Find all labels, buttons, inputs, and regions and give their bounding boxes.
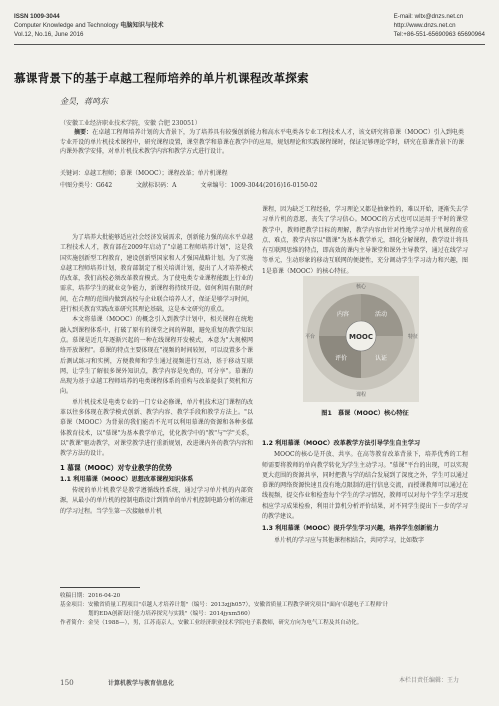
subsection-heading: 1.3 利用慕课（MOOC）提升学生学习兴趣，培养学生创新能力 (262, 525, 439, 533)
footnote-line: 基金项目：安徽省质量工程项目"卓越人才培养计划"（编号：2013zjjh057），安徽省质量工程教学研究项目"面向'卓越电子工程师'计 (60, 602, 389, 608)
header-email: E-mail: wltx@dnzs.net.cn (393, 13, 464, 20)
article-title: 慕课背景下的基于卓越工程师培养的单片机课程改革探索 (14, 71, 309, 85)
subsection-heading: 1.2 利用慕课（MOOC）改革教学方法引导学生自主学习 (262, 440, 421, 447)
figure-segment-label: 认证 (374, 355, 388, 362)
header-divider (14, 44, 485, 45)
keywords (60, 168, 228, 177)
issn: ISSN 1009-3044 (14, 13, 60, 20)
header-url: http://www.dnzs.net.cn (393, 22, 456, 29)
figure-center-label: MOOC (348, 333, 374, 341)
figure-caption: 图1 慕课（MOOC）核心特征 (321, 410, 409, 417)
journal-name-cn: 电脑知识与技术 (120, 22, 164, 29)
keywords-text: 卓越工程师；慕课（MOOC）；课程改革；单片机课程 (84, 170, 228, 177)
abstract-text: 在卓越工程师培养计划的大背景下，为了培养具有较强创新能力和高水平电类各专业工程技术人才，该文研究将慕课（MOOC）引入到电类专业开设的单片机技术课程中，研究课程设置，课堂教学和慕课在教学中的应用，规划理论和实践课程课时，保证足够理论学时，研究在慕课背景下的课内课外教学安排，对单片机技术教学内容和教学方式进行设计。 (60, 129, 464, 156)
body-paragraph: 传统的单片机教学是教学遵循线性系统，通过学习单片机的内部资源，从最小的单片机的控制电路设计到简单的单片机控制电路分析的渐进的学习过程。当学生第一次接触单片机 (60, 487, 253, 515)
figure-outer-label: 平台 (304, 334, 316, 340)
section-heading: 1 慕课（MOOC）对专业教学的优势 (60, 463, 172, 472)
journal-name-en: Computer Knowledge and Technology (14, 22, 119, 29)
figure-segment-label: 活动 (374, 311, 388, 318)
footnotes (60, 592, 468, 628)
classification-line (60, 180, 340, 189)
figure-segment-label: 评价 (334, 355, 348, 362)
mooc-core-features-figure (301, 274, 421, 404)
figure-outer-label: 课程 (355, 392, 367, 398)
clc-number: 中图分类号：G642 (60, 182, 113, 189)
body-paragraph: 课程，因为缺乏工程经验，学习理论又都是抽象性的，难以开始，逐渐失去学习单片机的意愿，丧失了学习信心。MOOC的方式也可以运用于平时的课堂教学中，教师把教学目标的理解，教学内容由针对性地学习单片机课程的重点、难点，教学内容以"微课"为基本教学单元，细化分解课程，教学设计将具有互联网思维的特点，即高效的课内主导课堂和课外主导教学，通过在线学习等单元，生动形象的移动互联网的便捷性，充分调动学生学习动力和兴趣，图1是慕课（MOOC）的核心特征。 (262, 206, 468, 275)
body-paragraph: 为了培养大批能够适应社会经济发展需求，创新能力强的高水平卓越工程技术人才，教育部在2009年启动了"卓越工程师培养计划"，这是我国实施创新型工程教育，建设创新型国家和人才强国战略计划。为了实施卓越工程师培养计划，教育部制定了相关培训计划，提出了人才培养模式的改革，我们高校必须改革教育模式。为了使电类专业课程能跟上行业的需求，培养学生的就业竞争能力，新课程将持续开设。如何利用有限的时间，在合理的范围内做到高校与企业联合培养人才，保证是够学习时间，进行相关教育实践改革研究其理论基础，这是本文研究的重点。 (60, 234, 253, 314)
article-number: 文章编号：1009-3044(2016)16-0150-02 (200, 182, 318, 189)
figure-segment-label: 内容 (336, 311, 350, 318)
figure-outer-label: 特征 (407, 334, 419, 340)
footnote-line: 作者简介：金昊（1988—），男，江苏南京人，安徽工业经济职业技术学院电子系教师，研究方向为电气工程及其自动化。 (60, 620, 363, 626)
figure-outer-label: 核心 (355, 284, 367, 290)
author-affiliation: （安徽工业经济职业技术学院，安徽 合肥 230051） (60, 120, 201, 127)
body-paragraph: 单片机技术是电类专业的一门专业必修课，单片机技术这门课程的改革以往多体现在教学模式创新、教学内容、教学手段和教学方法上。"以慕课（MOOC）为背景的我们能否不光可以利用慕课的资源和各种多媒体教育技术，以"慕课"为基本教学单元，优化教学中的"教"与"学"关系，以"教课"驱动教学，对课堂教学进行重新规划，改进课内外的教学内容和教学方法的设计。 (60, 398, 253, 458)
subsection-heading: 1.1 利用慕课（MOOC）思想改革课程知识体系 (60, 475, 194, 483)
article-authors: 金昊，蒋鸣东 (60, 97, 108, 106)
abstract-label: 摘要： (74, 129, 93, 136)
header-tel: Tel:+86-551-65690963 65690964 (393, 31, 485, 38)
abstract (60, 128, 464, 157)
journal-header (14, 6, 485, 54)
volume-info: Vol.12, No.16, June 2016 (14, 31, 84, 38)
journal-name-line (14, 21, 164, 30)
header-right (394, 12, 485, 39)
footnote-divider (60, 587, 140, 588)
document-code: 文献标识码：A (136, 182, 177, 189)
footnote-line: 划的EDA创新设计能力培养探究与实践"（编号：2014jyxm560） (60, 611, 254, 617)
page-number: 150 (60, 678, 74, 687)
footnote-line: 收稿日期：2016-04-20 (60, 593, 121, 599)
right-column-bottom (262, 437, 468, 582)
footer-journal: 计算机教学与教育信息化 (108, 680, 175, 687)
header-left (14, 12, 164, 39)
column-editor: 本栏目责任编辑：王力 (398, 677, 459, 684)
right-column-top (262, 205, 468, 275)
body-paragraph: MOOC的核心是开放、共享。在高等教育改革背景下，培养优秀的工程师需要将教师的单向教学转化为学生主动学习。"慕课"平台的出现，可以实现更大范围的资源共享，同时把教与学的结合发展到了深度之外，学生可以通过慕课的网络资源快速且没有地点限制的进行信息交流，而授课教师可以通过在线视频，提交作业和检查每个学生的学习情况，教师可以对每个学生学习进度相应学习成果检验，利用计算机分析评价结果，对不同学生提出下一步的学习的教学建议。 (262, 451, 468, 521)
body-paragraph: 本文将慕课（MOOC）的概念引入到教学计划中，相关课程在统地融入到课程体系中，打破了原有的课堂之间的界限，避免重复的教学知识点。慕课是近几年逐渐兴起的一种在线课程开发模式，本意为"大规模网络开放课程"。慕课的特点主要体现在"视频的时间较短，可以设置多个课后测试练习和实例，方便教师和学生通过视频进行互动，基于移动互联网，让学生了解很多课外知识点，教学内容是免费的，可分享"。慕课的出现为基于卓越工程师培养的电类课程体系的重构与改革提供了契机和方向。 (60, 316, 253, 396)
left-column (60, 233, 253, 545)
body-paragraph: 单片机的学习应与其他课程相结合，共同学习，比如数字 (274, 536, 425, 544)
keywords-label: 关键词： (60, 170, 85, 177)
